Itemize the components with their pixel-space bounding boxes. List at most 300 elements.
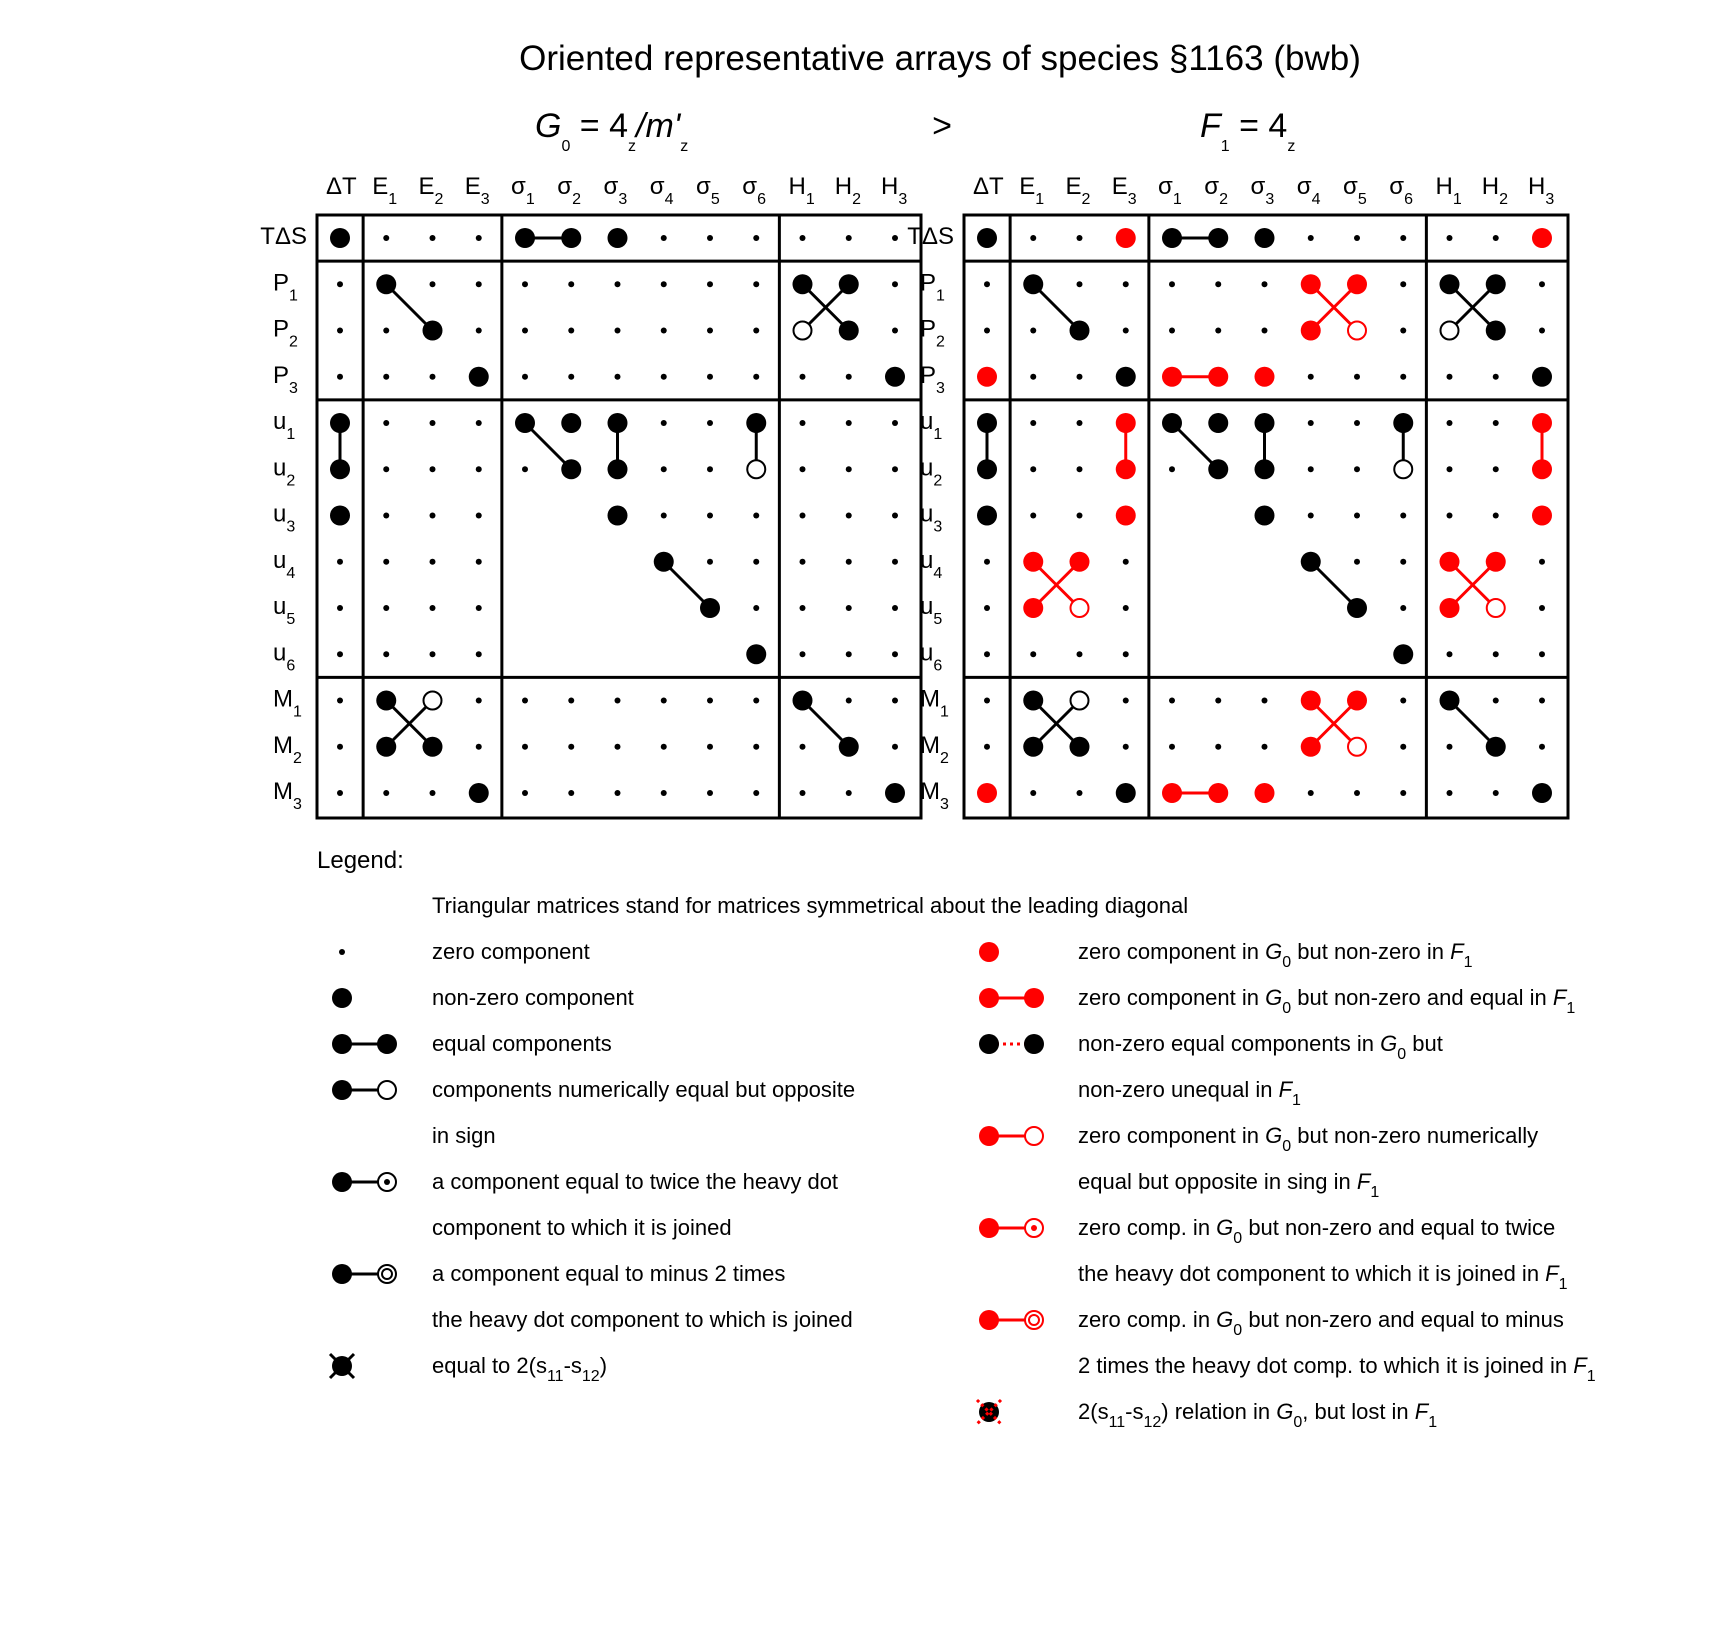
zero-component [430,559,436,565]
zero-component [1123,744,1129,750]
zero-component [661,744,667,750]
zero-component [615,374,621,380]
legend-text: zero comp. in $G_0$ but non-zero and equal to twice [1078,1215,1556,1247]
legend-heavy-dot [1024,988,1044,1008]
nonzero-component [746,413,766,433]
zero-component [661,328,667,334]
legend-text: non-zero unequal in $F_1$ [1078,1077,1301,1109]
zero-component [337,605,343,611]
zero-component [1539,698,1545,704]
new-opposite-sign-component [1487,599,1505,617]
zero-component [707,466,713,472]
zero-component [1447,374,1453,380]
zero-component [707,559,713,565]
nonzero-component [423,737,443,757]
nonzero-component [1486,274,1506,294]
col-header: $\sigma_3$ [1250,173,1275,208]
zero-component [1077,790,1083,796]
zero-component [1262,281,1268,287]
zero-component [892,513,898,519]
nonzero-component [561,228,581,248]
zero-component [337,374,343,380]
zero-component [476,651,482,657]
zero-component [568,790,574,796]
legend-text: non-zero equal components in $G_0$ but [1078,1031,1443,1063]
zero-component [753,281,759,287]
zero-component [430,651,436,657]
new-nonzero-component [1440,598,1460,618]
zero-component [984,605,990,611]
zero-component [707,235,713,241]
col-header: $\sigma_4$ [649,173,674,208]
zero-component [1493,698,1499,704]
zero-component [800,420,806,426]
legend-inner-dot [1031,1225,1037,1231]
col-header: $\sigma_1$ [511,173,535,208]
zero-component [1539,744,1545,750]
row-header: $u_4$ [273,546,296,582]
red-crossed-dot-symbol [977,1400,1001,1424]
legend-text: in sign [432,1123,496,1148]
zero-component [661,790,667,796]
legend-text: zero component in $G_0$ but non-zero and equal in $F_1$ [1078,985,1576,1017]
zero-component [1539,605,1545,611]
col-header: $\sigma_6$ [1389,173,1413,208]
new-nonzero-component [1023,598,1043,618]
legend-heavy-dot [979,1218,999,1238]
new-nonzero-component [1116,506,1136,526]
zero-component [1400,698,1406,704]
zero-component [707,281,713,287]
zero-component [383,374,389,380]
nonzero-component [608,228,628,248]
zero-component [522,698,528,704]
nonzero-component [977,413,997,433]
zero-component [753,328,759,334]
zero-component [337,790,343,796]
legend-text: a component equal to minus 2 times [432,1261,786,1286]
nonzero-component [1070,737,1090,757]
col-header: $\sigma_5$ [696,173,720,208]
opposite-sign-component [1441,322,1459,340]
zero-component [1400,790,1406,796]
zero-component [568,328,574,334]
zero-component [337,328,343,334]
nonzero-component [376,691,396,711]
col-header: $E_2$ [1065,173,1091,208]
zero-component [1215,744,1221,750]
zero-component [1308,420,1314,426]
legend-heading: Legend: [317,847,404,874]
zero-component [846,790,852,796]
zero-component [753,374,759,380]
zero-component [476,513,482,519]
legend-item-right-2 [979,1031,1443,1109]
row-header: TΔS [907,223,954,250]
nonzero-component [1162,413,1182,433]
nonzero-component [1532,783,1552,803]
zero-component [707,698,713,704]
zero-component [892,651,898,657]
zero-component [1400,559,1406,565]
legend-item-right-5 [979,1307,1596,1385]
legend-item-right-0 [979,939,1473,971]
matrix-G0 [260,173,921,818]
zero-component [430,605,436,611]
zero-component [846,513,852,519]
zero-component [1030,651,1036,657]
nonzero-component [330,228,350,248]
zero-component [1400,513,1406,519]
zero-component [1077,281,1083,287]
nonzero-component [1393,644,1413,664]
zero-component [1354,559,1360,565]
legend-text: zero comp. in $G_0$ but non-zero and equal to minus [1078,1307,1564,1339]
group-relation-symbol: > [932,107,952,145]
zero-component [1493,513,1499,519]
zero-component [1262,698,1268,704]
legend-dot [339,949,345,955]
zero-component [753,698,759,704]
nonzero-component [1116,783,1136,803]
col-header: $H_1$ [1435,173,1462,208]
zero-component [383,651,389,657]
zero-component [568,281,574,287]
new-nonzero-component [1208,783,1228,803]
zero-component [1493,235,1499,241]
zero-component [615,698,621,704]
zero-component [800,513,806,519]
col-header: $\sigma_3$ [603,173,628,208]
opposite-sign-component [424,692,442,710]
legend-text: $2(s_{11}-s_{12})$ relation in $G_0$, but lost in $F_1$ [1078,1399,1438,1431]
zero-component [522,744,528,750]
opposite-sign-component [1394,460,1412,478]
zero-component [1400,281,1406,287]
zero-component [430,466,436,472]
zero-component [476,698,482,704]
new-nonzero-component [1116,413,1136,433]
minus-two-pair-symbol [332,1264,396,1284]
new-nonzero-component [1116,459,1136,479]
opposite-sign-component [747,460,765,478]
nonzero-component [1116,367,1136,387]
nonzero-component [839,274,859,294]
legend-text: equal to $2(s_{11}-s_{12})$ [432,1353,608,1385]
crossed-dot-symbol [330,1354,354,1378]
nonzero-component [746,644,766,664]
new-nonzero-component [1440,552,1460,572]
legend-inner-dot [384,1179,390,1185]
row-header: $u_1$ [920,408,943,443]
zero-component [892,328,898,334]
zero-component [1493,374,1499,380]
nonzero-component [1255,413,1275,433]
zero-component [430,513,436,519]
col-header: $H_3$ [1528,173,1555,208]
zero-component [476,235,482,241]
zero-component [753,513,759,519]
col-header: $E_2$ [418,173,444,208]
legend-note: Triangular matrices stand for matrices symmetrical about the leading diagonal [432,893,1189,918]
zero-component [707,790,713,796]
nonzero-component [423,321,443,341]
legend-heavy-dot [979,942,999,962]
zero-component [522,466,528,472]
zero-component [1308,513,1314,519]
new-nonzero-component [1301,321,1321,341]
row-header: $P_1$ [273,269,298,305]
legend-item-right-6 [977,1399,1437,1431]
zero-component [661,420,667,426]
legend-item-right-3 [979,1123,1538,1201]
new-nonzero-component [1532,228,1552,248]
zero-component [1308,374,1314,380]
legend-item-left-5 [332,1261,853,1332]
row-header: $M_1$ [273,685,302,721]
legend-open-dot [1025,1127,1043,1145]
zero-component [1169,698,1175,704]
legend-text: zero component [432,939,590,964]
zero-component [753,790,759,796]
zero-component [1030,235,1036,241]
dot-symbol [339,949,345,955]
nonzero-component [793,691,813,711]
zero-component [1354,235,1360,241]
zero-component [476,466,482,472]
col-header: $E_3$ [1111,173,1137,208]
zero-component [1447,790,1453,796]
zero-component [892,698,898,704]
new-nonzero-component [1301,691,1321,711]
zero-component [383,605,389,611]
col-header: $H_2$ [1481,173,1508,208]
nonzero-component [469,367,489,387]
legend-open-dot [378,1081,396,1099]
nonzero-component [561,459,581,479]
zero-component [568,744,574,750]
zero-component [1493,420,1499,426]
zero-component [1400,328,1406,334]
zero-component [846,420,852,426]
nonzero-component [1532,367,1552,387]
zero-component [1354,466,1360,472]
zero-component [383,328,389,334]
zero-component [892,466,898,472]
diagram-title: Oriented representative arrays of species §1163 (bwb) [519,39,1361,78]
zero-component [661,374,667,380]
zero-component [1400,374,1406,380]
opposite-sign-component [794,322,812,340]
red-equal-pair-symbol [979,988,1044,1008]
zero-component [1447,744,1453,750]
opposite-pair-symbol [332,1080,396,1100]
nonzero-component [330,506,350,526]
row-header: $M_2$ [920,731,949,767]
col-header: $E_1$ [1019,173,1045,208]
row-header: $u_4$ [920,546,943,582]
col-header: ΔT [326,173,357,200]
zero-component [522,281,528,287]
zero-component [337,281,343,287]
zero-component [430,420,436,426]
nonzero-component [1255,459,1275,479]
zero-component [615,328,621,334]
zero-component [1400,235,1406,241]
zero-component [892,744,898,750]
zero-component [476,559,482,565]
zero-component [1493,651,1499,657]
nonzero-component [977,228,997,248]
nonzero-component [1162,228,1182,248]
zero-component [661,235,667,241]
zero-component [1539,328,1545,334]
zero-component [661,466,667,472]
zero-component [892,559,898,565]
zero-component [383,513,389,519]
row-header: $u_2$ [273,454,296,490]
zero-component [1308,790,1314,796]
zero-component [1400,605,1406,611]
zero-component [568,374,574,380]
col-header: $E_1$ [372,173,398,208]
nonzero-component [1393,413,1413,433]
zero-component [707,744,713,750]
legend-text: the heavy dot component to which is joined [432,1307,853,1332]
zero-component [522,328,528,334]
legend-heavy-dot [979,1310,999,1330]
zero-component [1447,466,1453,472]
zero-component [846,605,852,611]
zero-component [753,744,759,750]
legend-open-dot [378,1265,396,1283]
legend-heavy-dot [332,1080,352,1100]
legend-heavy-dot [979,1034,999,1054]
new-opposite-sign-component [1071,599,1089,617]
zero-component [707,420,713,426]
zero-component [1030,790,1036,796]
col-header: $\sigma_2$ [557,173,581,208]
col-header: $\sigma_2$ [1204,173,1228,208]
new-nonzero-component [1486,552,1506,572]
nonzero-component [839,321,859,341]
equal-pair-symbol [332,1034,397,1054]
new-nonzero-component [977,367,997,387]
legend-item-left-4 [332,1169,838,1240]
legend-heavy-dot [377,1034,397,1054]
zero-component [1030,420,1036,426]
zero-component [707,513,713,519]
row-header: $u_2$ [920,454,943,490]
nonzero-component [376,737,396,757]
nonzero-component [839,737,859,757]
zero-component [846,698,852,704]
row-header: $M_1$ [920,685,949,721]
zero-component [846,651,852,657]
legend-text: 2 times the heavy dot comp. to which it is joined in $F_1$ [1078,1353,1596,1385]
nonzero-component [1023,691,1043,711]
nonzero-component [1486,321,1506,341]
zero-component [1447,513,1453,519]
zero-component [1400,744,1406,750]
nonzero-component [330,459,350,479]
zero-component [1123,651,1129,657]
zero-component [984,559,990,565]
nonzero-component [1070,321,1090,341]
zero-component [1123,559,1129,565]
zero-component [1077,651,1083,657]
zero-component [476,420,482,426]
zero-component [1262,744,1268,750]
nonzero-component [469,783,489,803]
zero-component [800,466,806,472]
red-twice-pair-symbol [979,1218,1043,1238]
row-header: $P_3$ [920,361,945,397]
zero-component [892,420,898,426]
new-nonzero-component [1023,552,1043,572]
zero-component [800,374,806,380]
legend-open-dot [1025,1311,1043,1329]
row-header: TΔS [260,223,307,250]
nonzero-component [515,228,535,248]
zero-component [1354,513,1360,519]
row-header: $M_3$ [273,778,302,813]
zero-component [846,374,852,380]
zero-component [383,235,389,241]
legend-heavy-dot [332,1034,352,1054]
legend-text: components numerically equal but opposite [432,1077,856,1102]
zero-component [1123,328,1129,334]
zero-component [1123,605,1129,611]
nonzero-component [1301,552,1321,572]
zero-component [892,281,898,287]
nonzero-component [515,413,535,433]
zero-component [753,235,759,241]
nonzero-component [1023,737,1043,757]
legend-heavy-dot [979,988,999,1008]
zero-component [476,281,482,287]
zero-component [707,374,713,380]
matrix-F1 [907,173,1568,818]
zero-component [753,605,759,611]
zero-component [892,235,898,241]
heavy-dot-symbol [332,988,352,1008]
legend-item-left-0 [339,939,590,964]
nonzero-component [608,413,628,433]
zero-component [1493,790,1499,796]
row-header: $u_6$ [273,639,296,675]
zero-component [522,790,528,796]
zero-component [615,744,621,750]
zero-component [661,698,667,704]
zero-component [800,559,806,565]
nonzero-component [793,274,813,294]
row-header: $M_2$ [273,731,302,767]
zero-component [1308,466,1314,472]
new-nonzero-component [1255,367,1275,387]
new-nonzero-component [977,783,997,803]
zero-component [522,374,528,380]
nonzero-component [1440,274,1460,294]
zero-component [1030,328,1036,334]
zero-component [984,281,990,287]
zero-component [661,281,667,287]
zero-component [1123,698,1129,704]
nonzero-component [1208,228,1228,248]
legend-item-left-3 [332,1077,855,1148]
col-header: $\sigma_6$ [742,173,766,208]
red-dot-symbol [979,942,999,962]
